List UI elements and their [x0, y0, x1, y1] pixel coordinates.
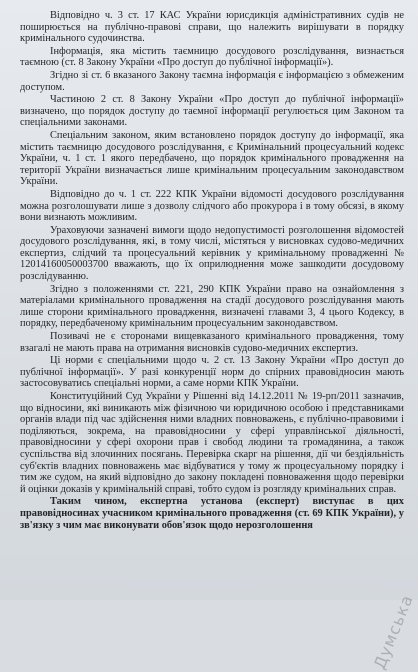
paragraph-article-222: Відповідно до ч. 1 ст. 222 КПК України відомості досудового розслідування можна розголошувати лише з дозволу слідчого або прокурора і в тому обсязі, в якому вони визнають можливим. [20, 188, 404, 224]
paragraph-conclusion: Таким чином, експертна установа (експерт) виступає в цих правовідносинах учасником кримінального провадження (ст. 69 КПК України), у зв'язку з чим має виконувати обов'язок щодо нерозголошення [20, 496, 404, 531]
paragraph-disclosure-harm: Ураховуючи зазначені вимоги щодо недопустимості розголошення відомостей досудового розслідування, які, в тому числі, містяться у висновках судово-медичних експертиз, слідчий та процесуальний керівник у кримінальному провадженні № 12014160050003700 вважають, що їх оприлюднення може зашкодити досудовому розслідуванню. [20, 224, 404, 283]
paragraph-plaintiffs: Позивачі не є сторонами вищевказаного кримінального провадження, тому взагалі не мають права на отримання висновків судово-медичних експертиз. [20, 331, 404, 354]
watermark-logo: Думська [370, 592, 418, 672]
paragraph-constitutional-court: Конституційний Суд України у Рішенні від 14.12.2011 № 19-рп/2011 зазначив, що відносини, які виникають між фізичною чи юридичною особою і представниками органів влади під час здійснення ними владних повноважень, є публічно-правовими і поділяються, зокрема, на правовідносини у сфері управлінської діяльності, правовідносини у сфері охорони прав і свобод людини та громадянина, а також суспільства від злочинних посягань. Перевірка скарг на рішення, дії чи бездіяльність суб'єктів владних повноважень має відбуватися у тому ж процесуальному порядку і тим же судом, на який відповідно до закону покладені повноваження щодо перевірки й оцінки доказів у кримінальній справі, тобто судом із розгляду кримінальних справ. [20, 391, 404, 495]
paragraph-restricted-access: Згідно зі ст. 6 вказаного Закону таємна інформація є інформацією з обмеженим доступом. [20, 69, 404, 93]
paragraph-special-law: Спеціальним законом, яким встановлено порядок доступу до інформації, яка містить таємницю досудового розслідування, є Кримінальний процесуальний кодекс України, ч. 1 ст. 1 якого передбачено, що порядок кримінального провадження на території України визначається лише кримінальним процесуальним законодавством України. [20, 129, 404, 188]
paragraph-access-order: Частиною 2 ст. 8 Закону України «Про доступ до публічної інформації» визначено, що порядок доступу до таємної інформації регулюється цим Законом та спеціальними законами. [20, 94, 404, 129]
paragraph-secret-info: Інформація, яка містить таємницю досудового розслідування, визнається таємною (ст. 8 Закону України «Про доступ до публічної інформації»). [20, 45, 404, 69]
paragraph-special-norms: Ці норми є спеціальними щодо ч. 2 ст. 13 Закону України «Про доступ до публічної інформації». У разі конкуренції норм до спірних правовідносин мають застосовуватись спеціальні норми, а саме норми КПК України. [20, 355, 404, 390]
paragraph-article-221-290: Згідно з положеннями ст. 221, 290 КПК України право на ознайомлення з матеріалами кримінального провадження на стадії досудового розслідування мають лише сторони кримінального провадження, визначені главами 3, 4 цього Кодексу, в порядку, передбаченому кримінальним процесуальним законодавством. [20, 283, 404, 330]
paragraph-jurisdiction: Відповідно ч. 3 ст. 17 КАС України юрисдикція адміністративних судів не поширюється на публічно-правові справи, що належить вирішувати в порядку кримінального судочинства. [20, 10, 404, 45]
